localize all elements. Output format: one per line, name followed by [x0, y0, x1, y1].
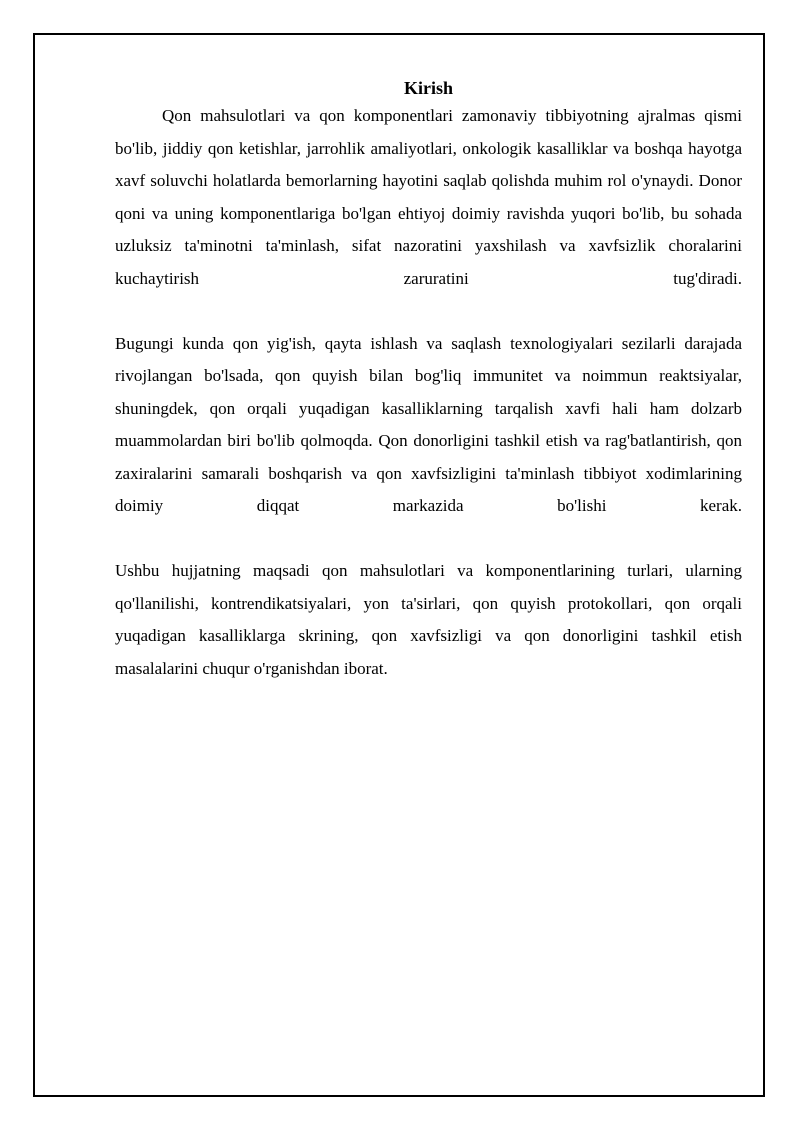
paragraph-purpose: Ushbu hujjatning maqsadi qon mahsulotlari va komponentlarining turlari, ularning qo'llanilishi, kontrendikatsiyalari, yon ta'sirlari, qon quyish protokollari, qon orqali yuqadigan kasalliklarga skrining, qon xavfsizligi va qon donorligini tashkil etish masalalarini chuqur o'rganishdan iborat.: [115, 561, 742, 678]
document-title: Kirish: [403, 78, 453, 98]
paragraph-spacer: [115, 295, 742, 328]
document-body: [115, 76, 742, 685]
paragraph-intro: Qon mahsulotlari va qon komponentlari zamonaviy tibbiyotning ajralmas qismi bo'lib, jiddiy qon ketishlar, jarrohlik amaliyotlari, onkologik kasalliklar va boshqa hayotga xavf soluvchi holatlarda bemorlarning hayotini saqlab qolishda muhim rol o'ynaydi. Donor qoni va uning komponentlariga bo'lgan ehtiyoj doimiy ravishda yuqori bo'lib, bu sohada uzluksiz ta'minotni ta'minlash, sifat nazoratini yaxshilash va xavfsizlik choralarini kuchaytirish zaruratini tug'diradi.: [115, 106, 742, 288]
paragraph-current-state: Bugungi kunda qon yig'ish, qayta ishlash va saqlash texnologiyalari sezilarli darajada rivojlangan bo'lsada, qon quyish bilan bog'liq immunitet va noimmun reaktsiyalar, shuningdek, qon orqali yuqadigan kasalliklarning tarqalish xavfi hali ham dolzarb muammolardan biri bo'lib qolmoqda. Qon donorligini tashkil etish va rag'batlantirish, qon zaxiralarini samarali boshqarish va qon xavfsizligini ta'minlash tibbiyot xodimlarining doimiy diqqat markazida bo'lishi kerak.: [115, 333, 742, 515]
paragraph-spacer: [115, 523, 742, 556]
